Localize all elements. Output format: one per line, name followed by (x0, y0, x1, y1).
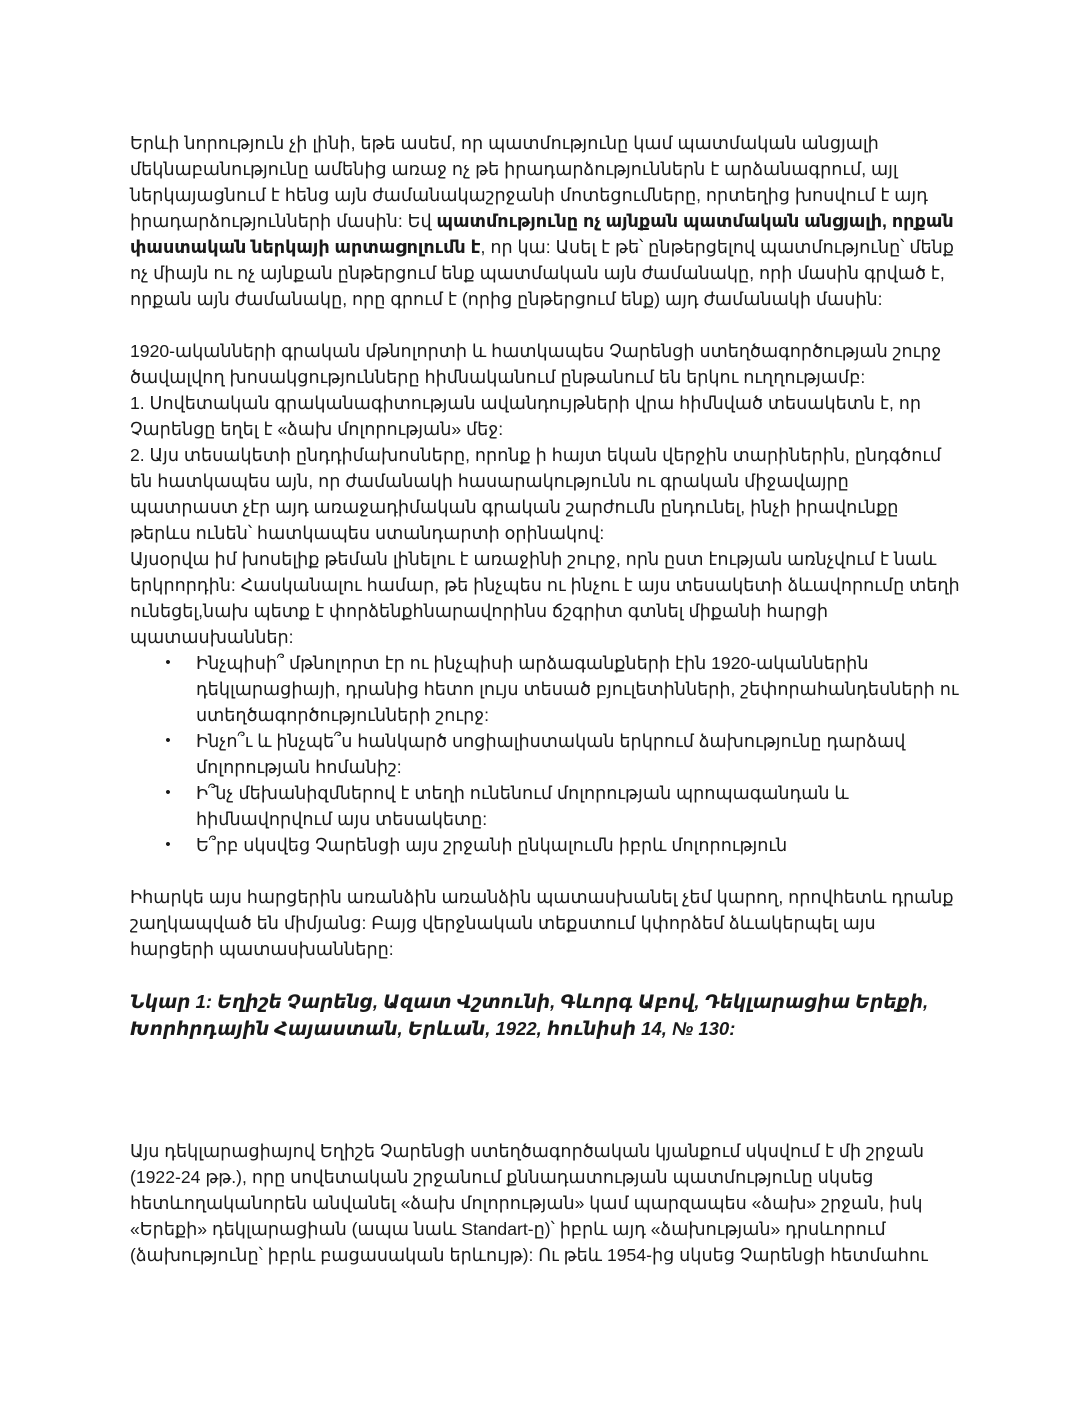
list-item (130, 728, 960, 780)
list-item-text: Ինչո՞ւ և ինչպե՞ս հանկարծ սոցիալիստական երկրում ձախությունը դարձավ մոլորության հոմանիշ: (196, 731, 906, 777)
list-item (130, 832, 960, 858)
intro-bold-thesis: պատմությունը ոչ այնքան պատմական անցյալի, որքան փաստական ներկայի արտացոլումն է (130, 211, 954, 257)
point-two: 2. Այս տեսակետի ընդդիմախոսները, որոնք ի հայտ եկան վերջին տարիներին, ընդգծում են հատկապես այն, որ ժամանակի հասարակությունն ու գրական միջավայրը պատրաստ չէր այդ առաջադիմական գրական շարժումն ընդունել, ինչի իրավունքը թերևս ունեն՝ հատկապես ստանդարտի օրինակով: (130, 445, 942, 543)
figure-placeholder-space (130, 1042, 960, 1138)
declaration-paragraph: Այս դեկլարացիայով Եղիշե Չարենցի ստեղծագործական կյանքում սկսվում է մի շրջան (1922-24 թթ.), որը սովետական շրջանում քննադատության պատմությունը սկսեց հետևողականորեն անվանել «ձախ մոլորության» կամ պարզապես «ձախ» շրջան, իսկ «Երեքի» դեկլարացիան (ապա նաև Standart-ը)՝ իբրև այդ «ձախության» դրսևորում (ձախությունը՝ իբրև բացասական երևույթ): Ու թեև 1954-ից սկսեց Չարենցի հետմահու (130, 1141, 928, 1265)
paragraph-spacer (130, 962, 960, 988)
questions-list (130, 650, 960, 858)
paragraph-spacer (130, 858, 960, 884)
bullet-icon: • (165, 784, 171, 801)
intro-text-start: Երևի նորություն չի լինի, եթե ասեմ, որ պատմությունը կամ պատմական անցյալի մեկնաբանությունը ամենից առաջ ոչ թե իրադարձություններն է արձանագրում, այլ ներկայացնում է հենց այն ժամանակաշրջանի մոտեցումները, որտեղից խոսվում է այդ իրադարձությունների մասին: Եվ (130, 133, 928, 231)
topic-paragraph: Այսօրվա իմ խոսելիք թեման լինելու է առաջինի շուրջ, որն ըստ էության առնչվում է նաև երկրորդին: Հասկանալու համար, թե ինչպես ու ինչու է այս տեսակետի ձևավորումը տեղի ունեցել,նախ պետք է փորձենքհնարավորինս ճշգրիտ գտնել միքանի հարցի պատասխաններ: (130, 549, 960, 647)
paragraph-spacer (130, 312, 960, 338)
document-body (130, 130, 960, 1268)
point-one: 1. Սովետական գրականագիտության ավանդույթների վրա հիմնված տեսակետն է, որ Չարենցը եղել է «ձախ մոլորության» մեջ: (130, 393, 922, 439)
figure-caption: Նկար 1: Եղիշե Չարենց, Ազատ Վշտունի, Գևորգ Աբով, Դեկլարացիա Երեքի, Խորհրդային Հայաստան, Երևան, 1922, հունիսի 14, № 130: (130, 991, 929, 1039)
list-item (130, 780, 960, 832)
intro-paragraph (130, 130, 960, 312)
list-item-text: Ի՞նչ մեխանիզմներով է տեղի ունենում մոլորության պրոպագանդան և հիմնավորվում այս տեսակետը: (196, 783, 849, 829)
answers-paragraph: Իհարկե այս հարցերին առանձին առանձին պատասխանել չեմ կարող, որովհետև դրանք շաղկապված են միմյանց: Բայց վերջնական տեքստում կփորձեմ ձևակերպել այս հարցերի պատասխանները: (130, 887, 954, 959)
directions-paragraph: 1920-ականների գրական մթնոլորտի և հատկապես Չարենցի ստեղծագործության շուրջ ծավալվող խոսակցությունները հիմնականում ընթանում են երկու ուղղությամբ: (130, 341, 942, 387)
bullet-icon: • (165, 654, 171, 671)
list-item-text: Ինչպիսի՞ մթնոլորտ էր ու ինչպիսի արձագանքների էին 1920-ականներին դեկլարացիայի, դրանից հետո լույս տեսած բյուլետինների, շեփորահանդեսների ու ստեղծագործությունների շուրջ: (196, 653, 959, 725)
bullet-icon: • (165, 836, 171, 853)
list-item (130, 650, 960, 728)
intro-text-end: , որ կա: Ասել է թե՝ ընթերցելով պատմությունը՝ մենք ոչ միայն ու ոչ այնքան ընթերցում ենք պատմական այն ժամանակը, որի մասին գրված է, որքան այն ժամանակը, որը գրում է (որից ընթերցում ենք) այդ ժամանակի մասին: (130, 237, 954, 309)
list-item-text: Ե՞րբ սկսվեց Չարենցի այս շրջանի ընկալումն իբրև մոլորություն (196, 835, 788, 855)
bullet-icon: • (165, 732, 171, 749)
